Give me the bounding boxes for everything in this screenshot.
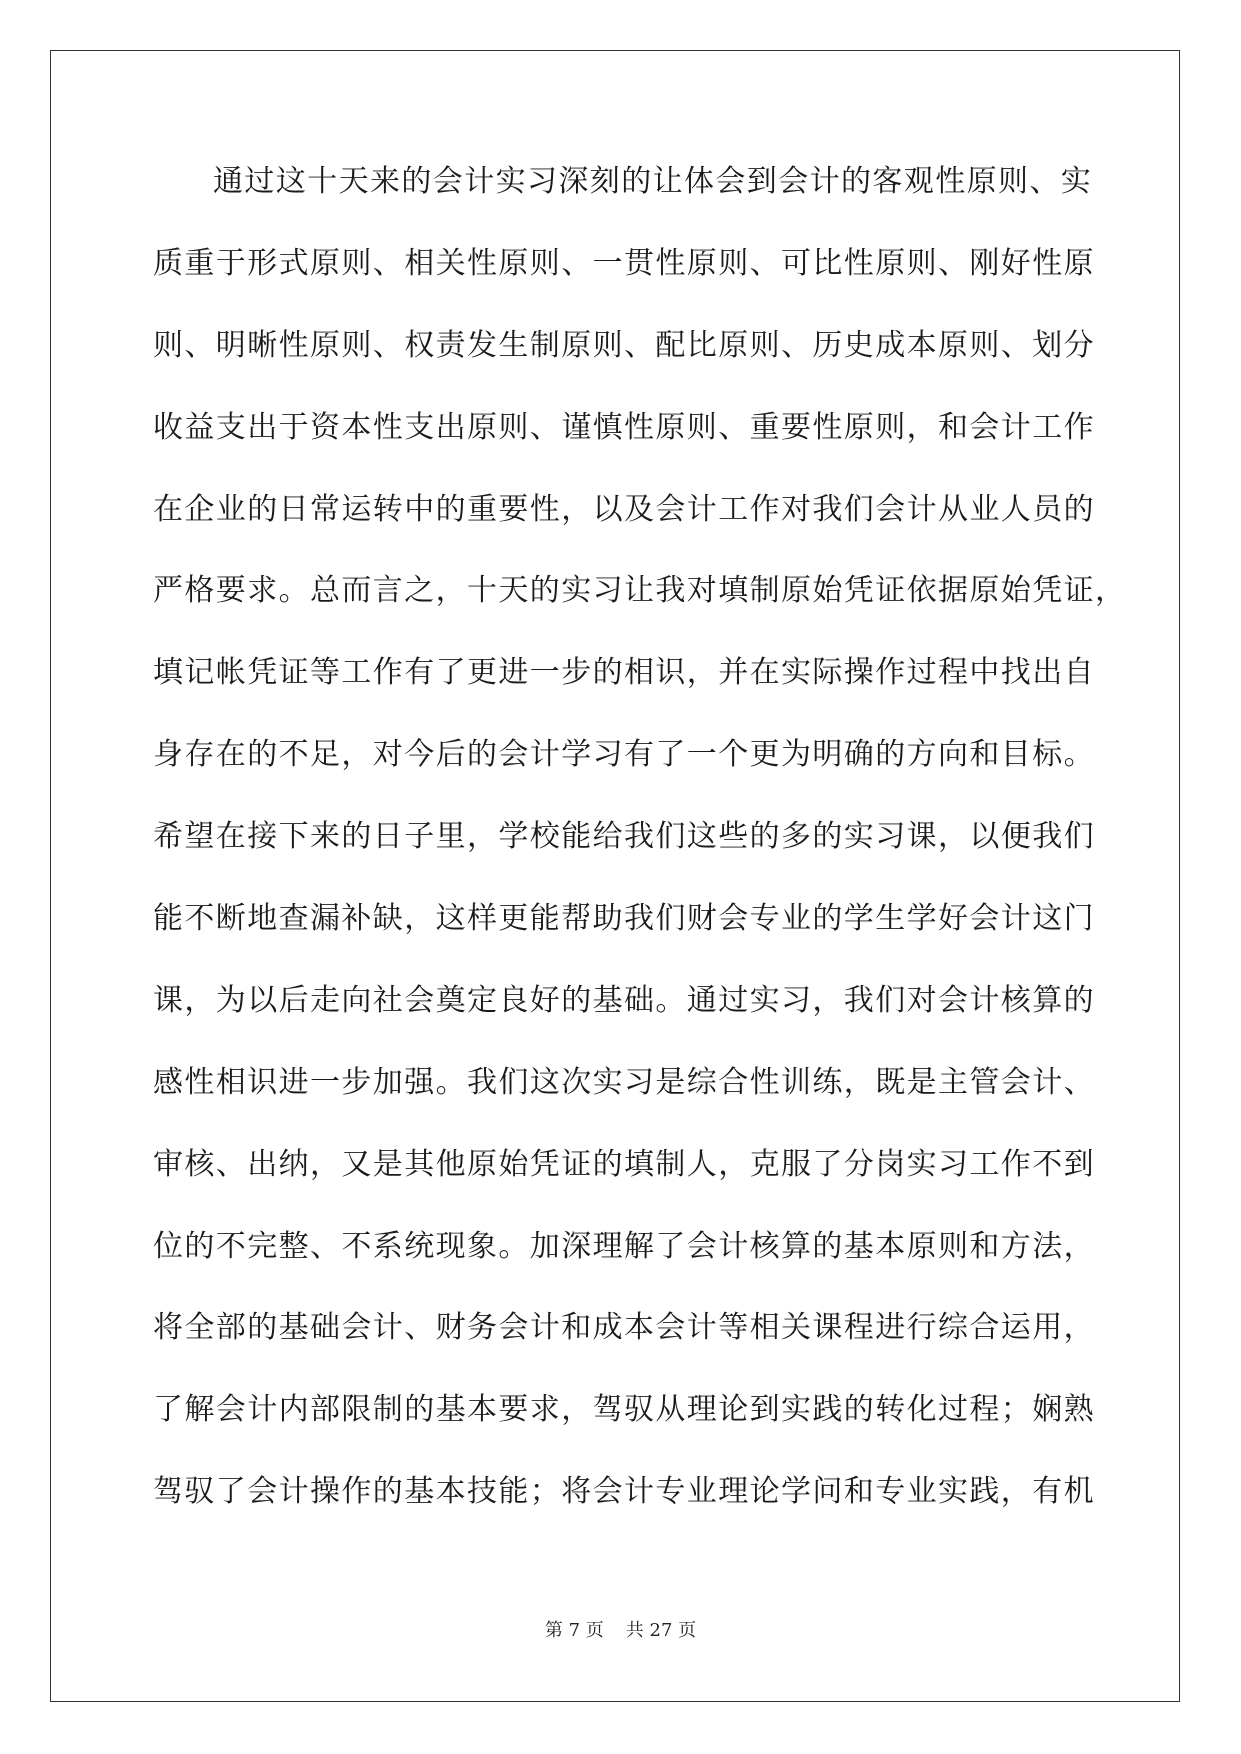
text-line: 位的不完整、不系统现象。加深理解了会计核算的基本原则和方法， (153, 1228, 1095, 1264)
text-line: 感性相识进一步加强。我们这次实习是综合性训练，既是主管会计、 (153, 1064, 1095, 1100)
text-line: 身存在的不足，对今后的会计学习有了一个更为明确的方向和目标。 (153, 737, 1095, 773)
text-line: 通过这十天来的会计实习深刻的让体会到会计的客观性原则、实 (213, 164, 1093, 199)
text-line: 驾驭了会计操作的基本技能；将会计专业理论学问和专业实践，有机 (153, 1474, 1095, 1510)
text-line: 收益支出于资本性支出原则、谨慎性原则、重要性原则，和会计工作 (153, 409, 1095, 445)
text-line: 严格要求。总而言之，十天的实习让我对填制原始凭证依据原始凭证， (153, 573, 1127, 609)
page-number: 第 7 页 (544, 1620, 604, 1641)
text-line: 希望在接下来的日子里，学校能给我们这些的多的实习课，以便我们 (153, 819, 1095, 855)
text-line: 课，为以后走向社会奠定良好的基础。通过实习，我们对会计核算的 (153, 982, 1095, 1018)
page-footer (0, 1616, 1241, 1642)
text-line: 将全部的基础会计、财务会计和成本会计等相关课程进行综合运用， (153, 1310, 1095, 1346)
page-total: 共 27 页 (625, 1620, 697, 1641)
text-line: 填记帐凭证等工作有了更进一步的相识，并在实际操作过程中找出自 (153, 655, 1095, 691)
text-line: 能不断地查漏补缺，这样更能帮助我们财会专业的学生学好会计这门 (153, 901, 1095, 937)
text-line: 质重于形式原则、相关性原则、一贯性原则、可比性原则、刚好性原 (153, 245, 1095, 281)
text-line: 审核、出纳，又是其他原始凭证的填制人，克服了分岗实习工作不到 (153, 1146, 1095, 1182)
text-line: 了解会计内部限制的基本要求，驾驭从理论到实践的转化过程；娴熟 (153, 1392, 1095, 1428)
body-text (153, 160, 1127, 1552)
text-line: 则、明晰性原则、权责发生制原则、配比原则、历史成本原则、划分 (153, 327, 1095, 363)
text-line: 在企业的日常运转中的重要性，以及会计工作对我们会计从业人员的 (153, 491, 1095, 527)
